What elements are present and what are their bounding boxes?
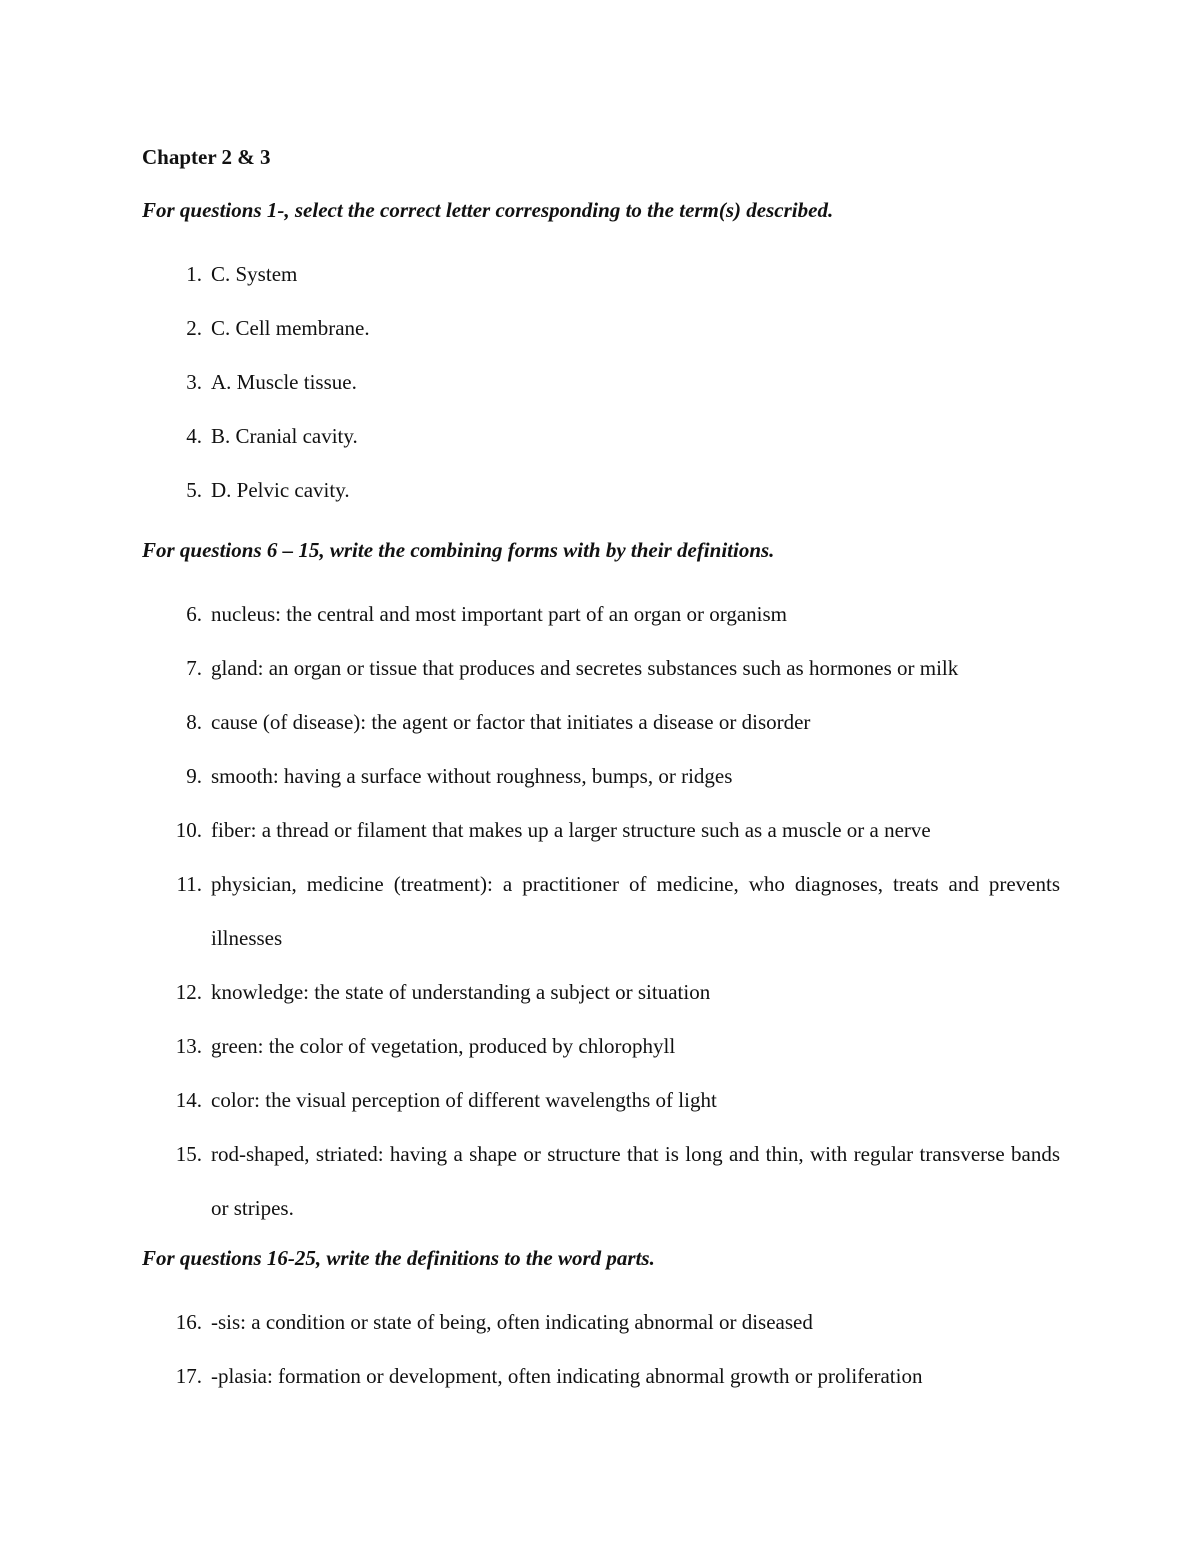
question-number: 6. xyxy=(186,602,202,626)
question-number: 2. xyxy=(186,316,202,340)
question-answer: A. Muscle tissue. xyxy=(211,370,357,394)
question-number: 4. xyxy=(186,424,202,448)
question-number: 3. xyxy=(186,370,202,394)
question-number: 12. xyxy=(175,980,202,1004)
question-item xyxy=(142,695,1060,749)
question-number: 14. xyxy=(175,1088,202,1112)
chapter-title: Chapter 2 & 3 xyxy=(142,145,271,169)
question-item xyxy=(142,857,1060,965)
question-number: 13. xyxy=(175,1034,202,1058)
question-item xyxy=(142,749,1060,803)
question-item xyxy=(142,1349,1060,1403)
question-number: 10. xyxy=(175,818,202,842)
question-answer: -sis: a condition or state of being, often indicating abnormal or diseased xyxy=(211,1310,813,1334)
question-answer: nucleus: the central and most important part of an organ or organism xyxy=(211,602,787,626)
section-spacer xyxy=(142,517,1060,533)
question-answer: knowledge: the state of understanding a subject or situation xyxy=(211,980,711,1004)
question-number: 9. xyxy=(186,764,202,788)
question-answer: gland: an organ or tissue that produces and secretes substances such as hormones or milk xyxy=(211,656,959,680)
question-item xyxy=(142,965,1060,1019)
question-number: 7. xyxy=(186,656,202,680)
question-answer: cause (of disease): the agent or factor that initiates a disease or disorder xyxy=(211,710,811,734)
question-item xyxy=(142,247,1060,301)
question-item xyxy=(142,301,1060,355)
question-number: 11. xyxy=(176,872,202,896)
question-item xyxy=(142,1295,1060,1349)
section-1-instruction: For questions 1-, select the correct letter corresponding to the term(s) described. xyxy=(142,198,834,222)
question-item xyxy=(142,1127,1060,1235)
question-number: 1. xyxy=(186,262,202,286)
question-answer: fiber: a thread or filament that makes up a larger structure such as a muscle or a nerve xyxy=(211,818,931,842)
question-item xyxy=(142,463,1060,517)
question-item xyxy=(142,1073,1060,1127)
question-number: 15. xyxy=(175,1142,202,1166)
question-item xyxy=(142,1019,1060,1073)
question-item xyxy=(142,409,1060,463)
question-answer: B. Cranial cavity. xyxy=(211,424,358,448)
question-answer: smooth: having a surface without roughness, bumps, or ridges xyxy=(211,764,733,788)
document-content xyxy=(142,140,1060,1403)
section-1-question-list xyxy=(142,247,1060,517)
question-answer: C. Cell membrane. xyxy=(211,316,370,340)
question-answer: -plasia: formation or development, often indicating abnormal growth or proliferation xyxy=(211,1364,923,1388)
question-number: 17. xyxy=(175,1364,202,1388)
section-2-question-list xyxy=(142,587,1060,1235)
question-number: 16. xyxy=(175,1310,202,1334)
section-2-instruction: For questions 6 – 15, write the combining forms with by their definitions. xyxy=(142,538,775,562)
question-answer: color: the visual perception of different wavelengths of light xyxy=(211,1088,717,1112)
question-answer: green: the color of vegetation, produced by chlorophyll xyxy=(211,1034,676,1058)
section-3-instruction: For questions 16-25, write the definitions to the word parts. xyxy=(142,1246,655,1270)
question-answer: C. System xyxy=(211,262,298,286)
question-number: 8. xyxy=(186,710,202,734)
question-number: 5. xyxy=(186,478,202,502)
question-item xyxy=(142,587,1060,641)
question-answer: rod-shaped, striated: having a shape or structure that is long and thin, with regular transverse bands or stripes. xyxy=(211,1142,1060,1220)
question-item xyxy=(142,641,1060,695)
question-item xyxy=(142,355,1060,409)
question-answer: physician, medicine (treatment): a practitioner of medicine, who diagnoses, treats and prevents illnesses xyxy=(211,872,1060,950)
question-item xyxy=(142,803,1060,857)
question-answer: D. Pelvic cavity. xyxy=(211,478,350,502)
section-3-question-list xyxy=(142,1295,1060,1403)
